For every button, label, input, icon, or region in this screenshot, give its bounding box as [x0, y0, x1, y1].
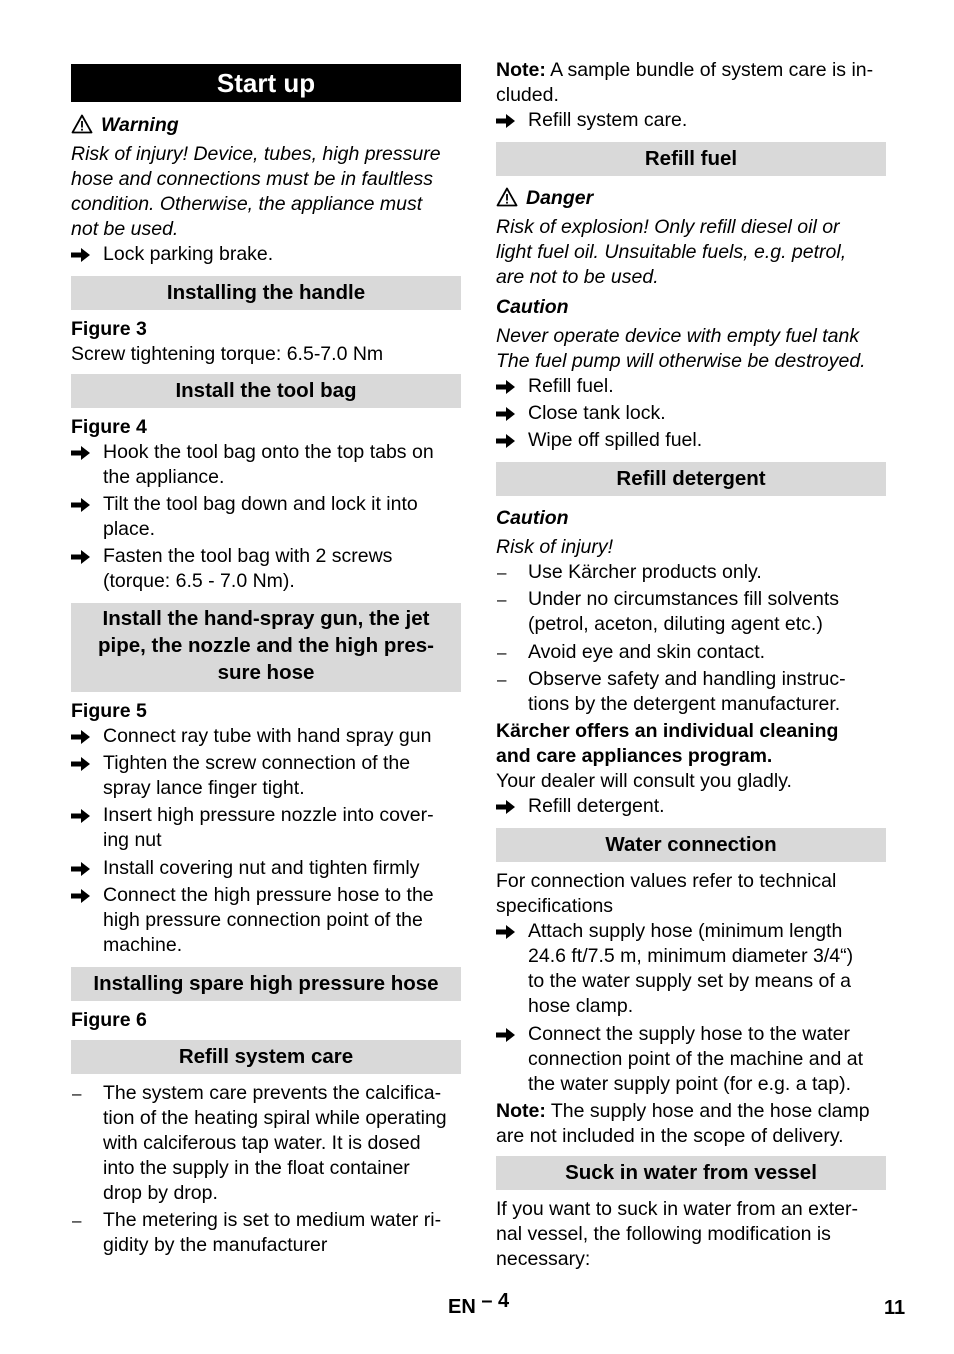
karcher-program-text [496, 719, 886, 769]
intro-line: For connection values refer to technical [496, 870, 837, 892]
step-text: Close tank lock. [528, 402, 666, 424]
step-text: Connect the high pressure hose to the [103, 884, 434, 906]
page-number: 11 [884, 1297, 906, 1319]
list-item [71, 1208, 461, 1258]
warning-line: hose and connections must be in faultless [71, 168, 434, 190]
step-item [71, 492, 461, 542]
arrow-right-icon [71, 492, 95, 517]
dash-bullet: – [72, 1084, 82, 1103]
list-item [496, 587, 886, 637]
step-text: hose clamp. [528, 995, 634, 1017]
suck-line: necessary: [496, 1248, 591, 1270]
step-text: the water supply point (for e.g. a tap). [528, 1073, 852, 1095]
arrow-right-icon [496, 401, 520, 426]
list-text: with calciferous tap water. It is dosed [103, 1132, 421, 1154]
page-title: Start up [71, 64, 461, 102]
heading-line: pipe, the nozzle and the high pres- [98, 634, 434, 657]
dash-bullet: – [497, 563, 507, 582]
step-text: Install covering nut and tighten firmly [103, 857, 420, 879]
step-text: place. [103, 518, 156, 540]
step-text: Refill fuel. [528, 375, 614, 397]
step-item [496, 108, 886, 133]
list-text: drop by drop. [103, 1182, 218, 1204]
danger-line: are not to be used. [496, 266, 659, 288]
heading-line: sure hose [217, 661, 315, 684]
step-text: machine. [103, 934, 183, 956]
danger-label: Danger [526, 187, 594, 209]
list-text: The metering is set to medium water ri- [103, 1209, 442, 1231]
danger-heading [496, 186, 886, 211]
list-text: Use Kärcher products only. [528, 561, 762, 583]
step-item [71, 242, 461, 267]
caution-line: The fuel pump will otherwise be destroyed. [496, 350, 866, 372]
doc-page-number: – 4 [481, 1290, 510, 1312]
warning-text [71, 142, 461, 242]
step-item [71, 883, 461, 958]
torque-text: Screw tightening torque: 6.5-7.0 Nm [71, 343, 384, 365]
intro-line: specifications [496, 895, 614, 917]
figure-ref: Figure 4 [71, 416, 147, 438]
section-heading-system-care: Refill system care [71, 1040, 461, 1074]
danger-line: Risk of explosion! Only refill diesel oil or [496, 216, 840, 238]
language-label: EN [448, 1296, 476, 1318]
dash-bullet: – [72, 1211, 82, 1230]
step-text: 24.6 ft/7.5 m, minimum diameter 3/4“) [528, 945, 854, 967]
note-text: A sample bundle of system care is in- [545, 59, 874, 81]
step-item [496, 794, 886, 819]
step-item [496, 374, 886, 399]
section-heading-spare-hose: Installing spare high pressure hose [71, 967, 461, 1001]
list-text: Observe safety and handling instruc- [528, 668, 846, 690]
list-text: (petrol, aceton, diluting agent etc.) [528, 613, 823, 635]
list-item [71, 1081, 461, 1206]
caution-text [496, 324, 886, 374]
warning-line: not be used. [71, 218, 179, 240]
step-item [496, 401, 886, 426]
step-text: Connect ray tube with hand spray gun [103, 725, 432, 747]
step-text: the appliance. [103, 466, 225, 488]
note-paragraph [496, 58, 886, 108]
note-paragraph [496, 1099, 886, 1149]
step-text: high pressure connection point of the [103, 909, 423, 931]
dealer-text: Your dealer will consult you gladly. [496, 770, 792, 792]
figure-ref: Figure 3 [71, 318, 147, 340]
list-text: tion of the heating spiral while operating [103, 1107, 447, 1129]
danger-text [496, 215, 886, 290]
warning-label: Warning [101, 114, 179, 136]
step-text: ing nut [103, 829, 162, 851]
step-text: Lock parking brake. [103, 243, 274, 265]
step-text: (torque: 6.5 - 7.0 Nm). [103, 570, 295, 592]
warning-triangle-icon [71, 114, 93, 136]
suck-line: If you want to suck in water from an exter- [496, 1198, 858, 1220]
step-text: Refill system care. [528, 109, 688, 131]
arrow-right-icon [71, 856, 95, 881]
arrow-right-icon [71, 883, 95, 908]
step-item [71, 751, 461, 801]
arrow-right-icon [71, 803, 95, 828]
step-item [71, 440, 461, 490]
step-text: Refill detergent. [528, 795, 665, 817]
note-label: Note: [496, 59, 546, 81]
list-text: tions by the detergent manufacturer. [528, 693, 841, 715]
step-text: connection point of the machine and at [528, 1048, 863, 1070]
section-heading-suck-water: Suck in water from vessel [496, 1156, 886, 1190]
section-heading-detergent: Refill detergent [496, 462, 886, 496]
list-text: The system care prevents the calcifica- [103, 1082, 442, 1104]
step-item [496, 428, 886, 453]
caution-label: Caution [496, 296, 569, 318]
section-heading-water: Water connection [496, 828, 886, 862]
list-text: Under no circumstances fill solvents [528, 588, 840, 610]
warning-triangle-icon [496, 187, 518, 209]
caution-line: Never operate device with empty fuel tank [496, 325, 860, 347]
list-text: into the supply in the float container [103, 1157, 410, 1179]
risk-text: Risk of injury! [496, 536, 614, 558]
list-text: gidity by the manufacturer [103, 1234, 328, 1256]
note-label: Note: [496, 1100, 546, 1122]
step-item [71, 724, 461, 749]
step-text: Wipe off spilled fuel. [528, 429, 703, 451]
step-text: Attach supply hose (minimum length [528, 920, 843, 942]
note-text: cluded. [496, 84, 559, 106]
section-heading-handle: Installing the handle [71, 276, 461, 310]
step-item [71, 544, 461, 594]
arrow-right-icon [71, 544, 95, 569]
step-item [71, 856, 461, 881]
arrow-right-icon [496, 919, 520, 944]
step-text: Tilt the tool bag down and lock it into [103, 493, 418, 515]
step-text: Insert high pressure nozzle into cover- [103, 804, 434, 826]
warning-line: Risk of injury! Device, tubes, high pressure [71, 143, 441, 165]
list-item [496, 640, 886, 665]
danger-line: light fuel oil. Unsuitable fuels, e.g. petrol, [496, 241, 847, 263]
note-text: are not included in the scope of delivery. [496, 1125, 844, 1147]
figure-ref: Figure 5 [71, 700, 147, 722]
bold-line: Kärcher offers an individual cleaning [496, 720, 839, 742]
arrow-right-icon [496, 108, 520, 133]
step-item [71, 803, 461, 853]
step-text: Hook the tool bag onto the top tabs on [103, 441, 434, 463]
arrow-right-icon [496, 374, 520, 399]
arrow-right-icon [71, 440, 95, 465]
arrow-right-icon [71, 724, 95, 749]
list-item [496, 667, 886, 717]
step-text: Connect the supply hose to the water [528, 1023, 850, 1045]
suck-line: nal vessel, the following modification is [496, 1223, 831, 1245]
section-heading-toolbag: Install the tool bag [71, 374, 461, 408]
section-heading-fuel: Refill fuel [496, 142, 886, 176]
list-item [496, 560, 886, 585]
footer-doc-page [448, 1290, 510, 1319]
water-intro [496, 869, 886, 919]
arrow-right-icon [71, 751, 95, 776]
step-item [496, 919, 886, 1019]
arrow-right-icon [496, 428, 520, 453]
dash-bullet: – [497, 670, 507, 689]
step-item [496, 1022, 886, 1097]
figure-ref: Figure 6 [71, 1009, 147, 1031]
list-text: Avoid eye and skin contact. [528, 641, 766, 663]
dash-bullet: – [497, 590, 507, 609]
bold-line: and care appliances program. [496, 745, 773, 767]
caution-label: Caution [496, 507, 569, 529]
heading-line: Install the hand-spray gun, the jet [102, 607, 430, 630]
step-text: spray lance finger tight. [103, 777, 305, 799]
warning-heading [71, 113, 461, 138]
suck-text [496, 1197, 886, 1272]
step-text: to the water supply set by means of a [528, 970, 852, 992]
arrow-right-icon [71, 242, 95, 267]
section-heading-spraygun [71, 603, 461, 692]
arrow-right-icon [496, 794, 520, 819]
step-text: Tighten the screw connection of the [103, 752, 411, 774]
step-text: Fasten the tool bag with 2 screws [103, 545, 393, 567]
note-text: The supply hose and the hose clamp [545, 1100, 870, 1122]
dash-bullet: – [497, 643, 507, 662]
warning-line: condition. Otherwise, the appliance must [71, 193, 423, 215]
arrow-right-icon [496, 1022, 520, 1047]
